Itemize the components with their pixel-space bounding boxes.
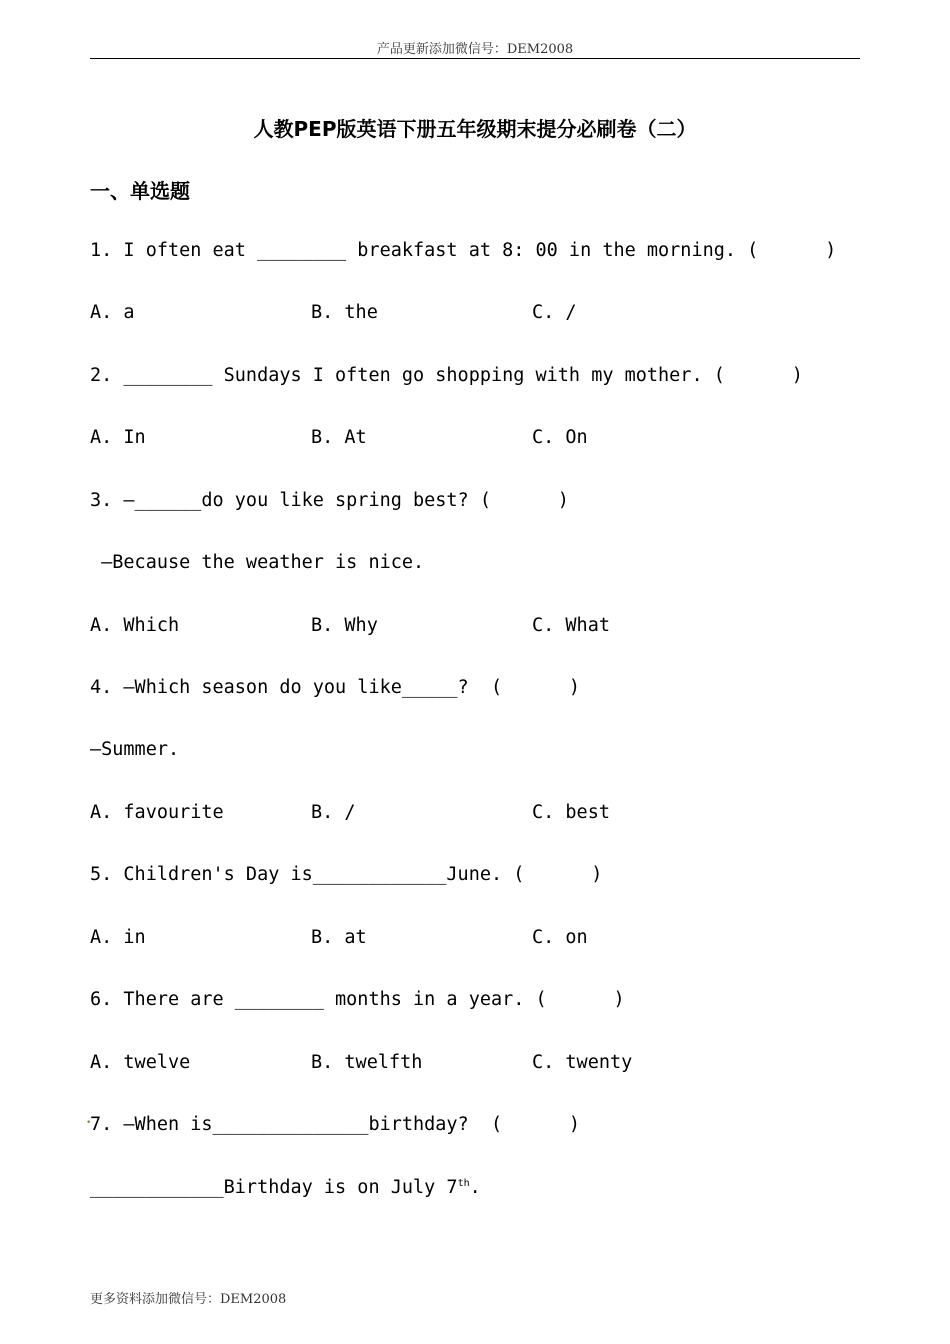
question-7-text: 7. —When is______________birthday? ( ) (90, 1114, 581, 1135)
question-7-answer-main: ____________Birthday is on July 7 (90, 1177, 458, 1198)
question-4-option-b: B. / (311, 802, 356, 823)
question-7-answer-superscript: th (457, 1177, 470, 1189)
question-2-option-b: B. At (311, 427, 367, 448)
question-7-answer-end: . (469, 1177, 481, 1198)
question-3-option-b: B. Why (311, 615, 378, 636)
question-2-option-c: C. On (532, 427, 588, 448)
question-3-answer-line: —Because the weather is nice. (90, 552, 425, 573)
question-1-option-c: C. / (532, 302, 577, 323)
question-1-option-a: A. a (90, 302, 135, 323)
question-6-option-a: A. twelve (90, 1052, 191, 1073)
question-1-option-b: B. the (311, 302, 378, 323)
question-5-option-a: A. in (90, 927, 146, 948)
question-6-text: 6. There are ________ months in a year. ( ) (90, 989, 625, 1010)
question-3-text: 3. —______do you like spring best? ( ) (90, 490, 569, 511)
question-7-answer-line (90, 1177, 481, 1198)
header-note: 产品更新添加微信号：DEM2008 (376, 42, 574, 57)
document-title: 人教PEP版英语下册五年级期末提分必刷卷（二） (253, 117, 697, 141)
question-5-option-b: B. at (311, 927, 367, 948)
question-3-option-a: A. Which (90, 615, 180, 636)
section-title: 一、单选题 (90, 179, 190, 203)
question-4-text: 4. —Which season do you like_____? ( ) (90, 677, 581, 698)
footer-note: 更多资料添加微信号：DEM2008 (90, 1292, 287, 1307)
question-6-option-b: B. twelfth (311, 1052, 423, 1073)
question-2-option-a: A. In (90, 427, 146, 448)
question-3-option-c: C. What (532, 615, 610, 636)
question-4-option-c: C. best (532, 802, 610, 823)
question-4-answer-line: —Summer. (90, 739, 180, 760)
margin-mark-icon: • (86, 1118, 92, 1128)
question-6-option-c: C. twenty (532, 1052, 633, 1073)
header-rule (90, 58, 860, 59)
question-2-text: 2. ________ Sundays I often go shopping with my mother. ( ) (90, 365, 803, 386)
question-5-text: 5. Children's Day is____________June. ( ) (90, 864, 603, 885)
question-4-option-a: A. favourite (90, 802, 224, 823)
question-1-text: 1. I often eat ________ breakfast at 8: 00 in the morning. ( ) (90, 240, 837, 261)
question-5-option-c: C. on (532, 927, 588, 948)
